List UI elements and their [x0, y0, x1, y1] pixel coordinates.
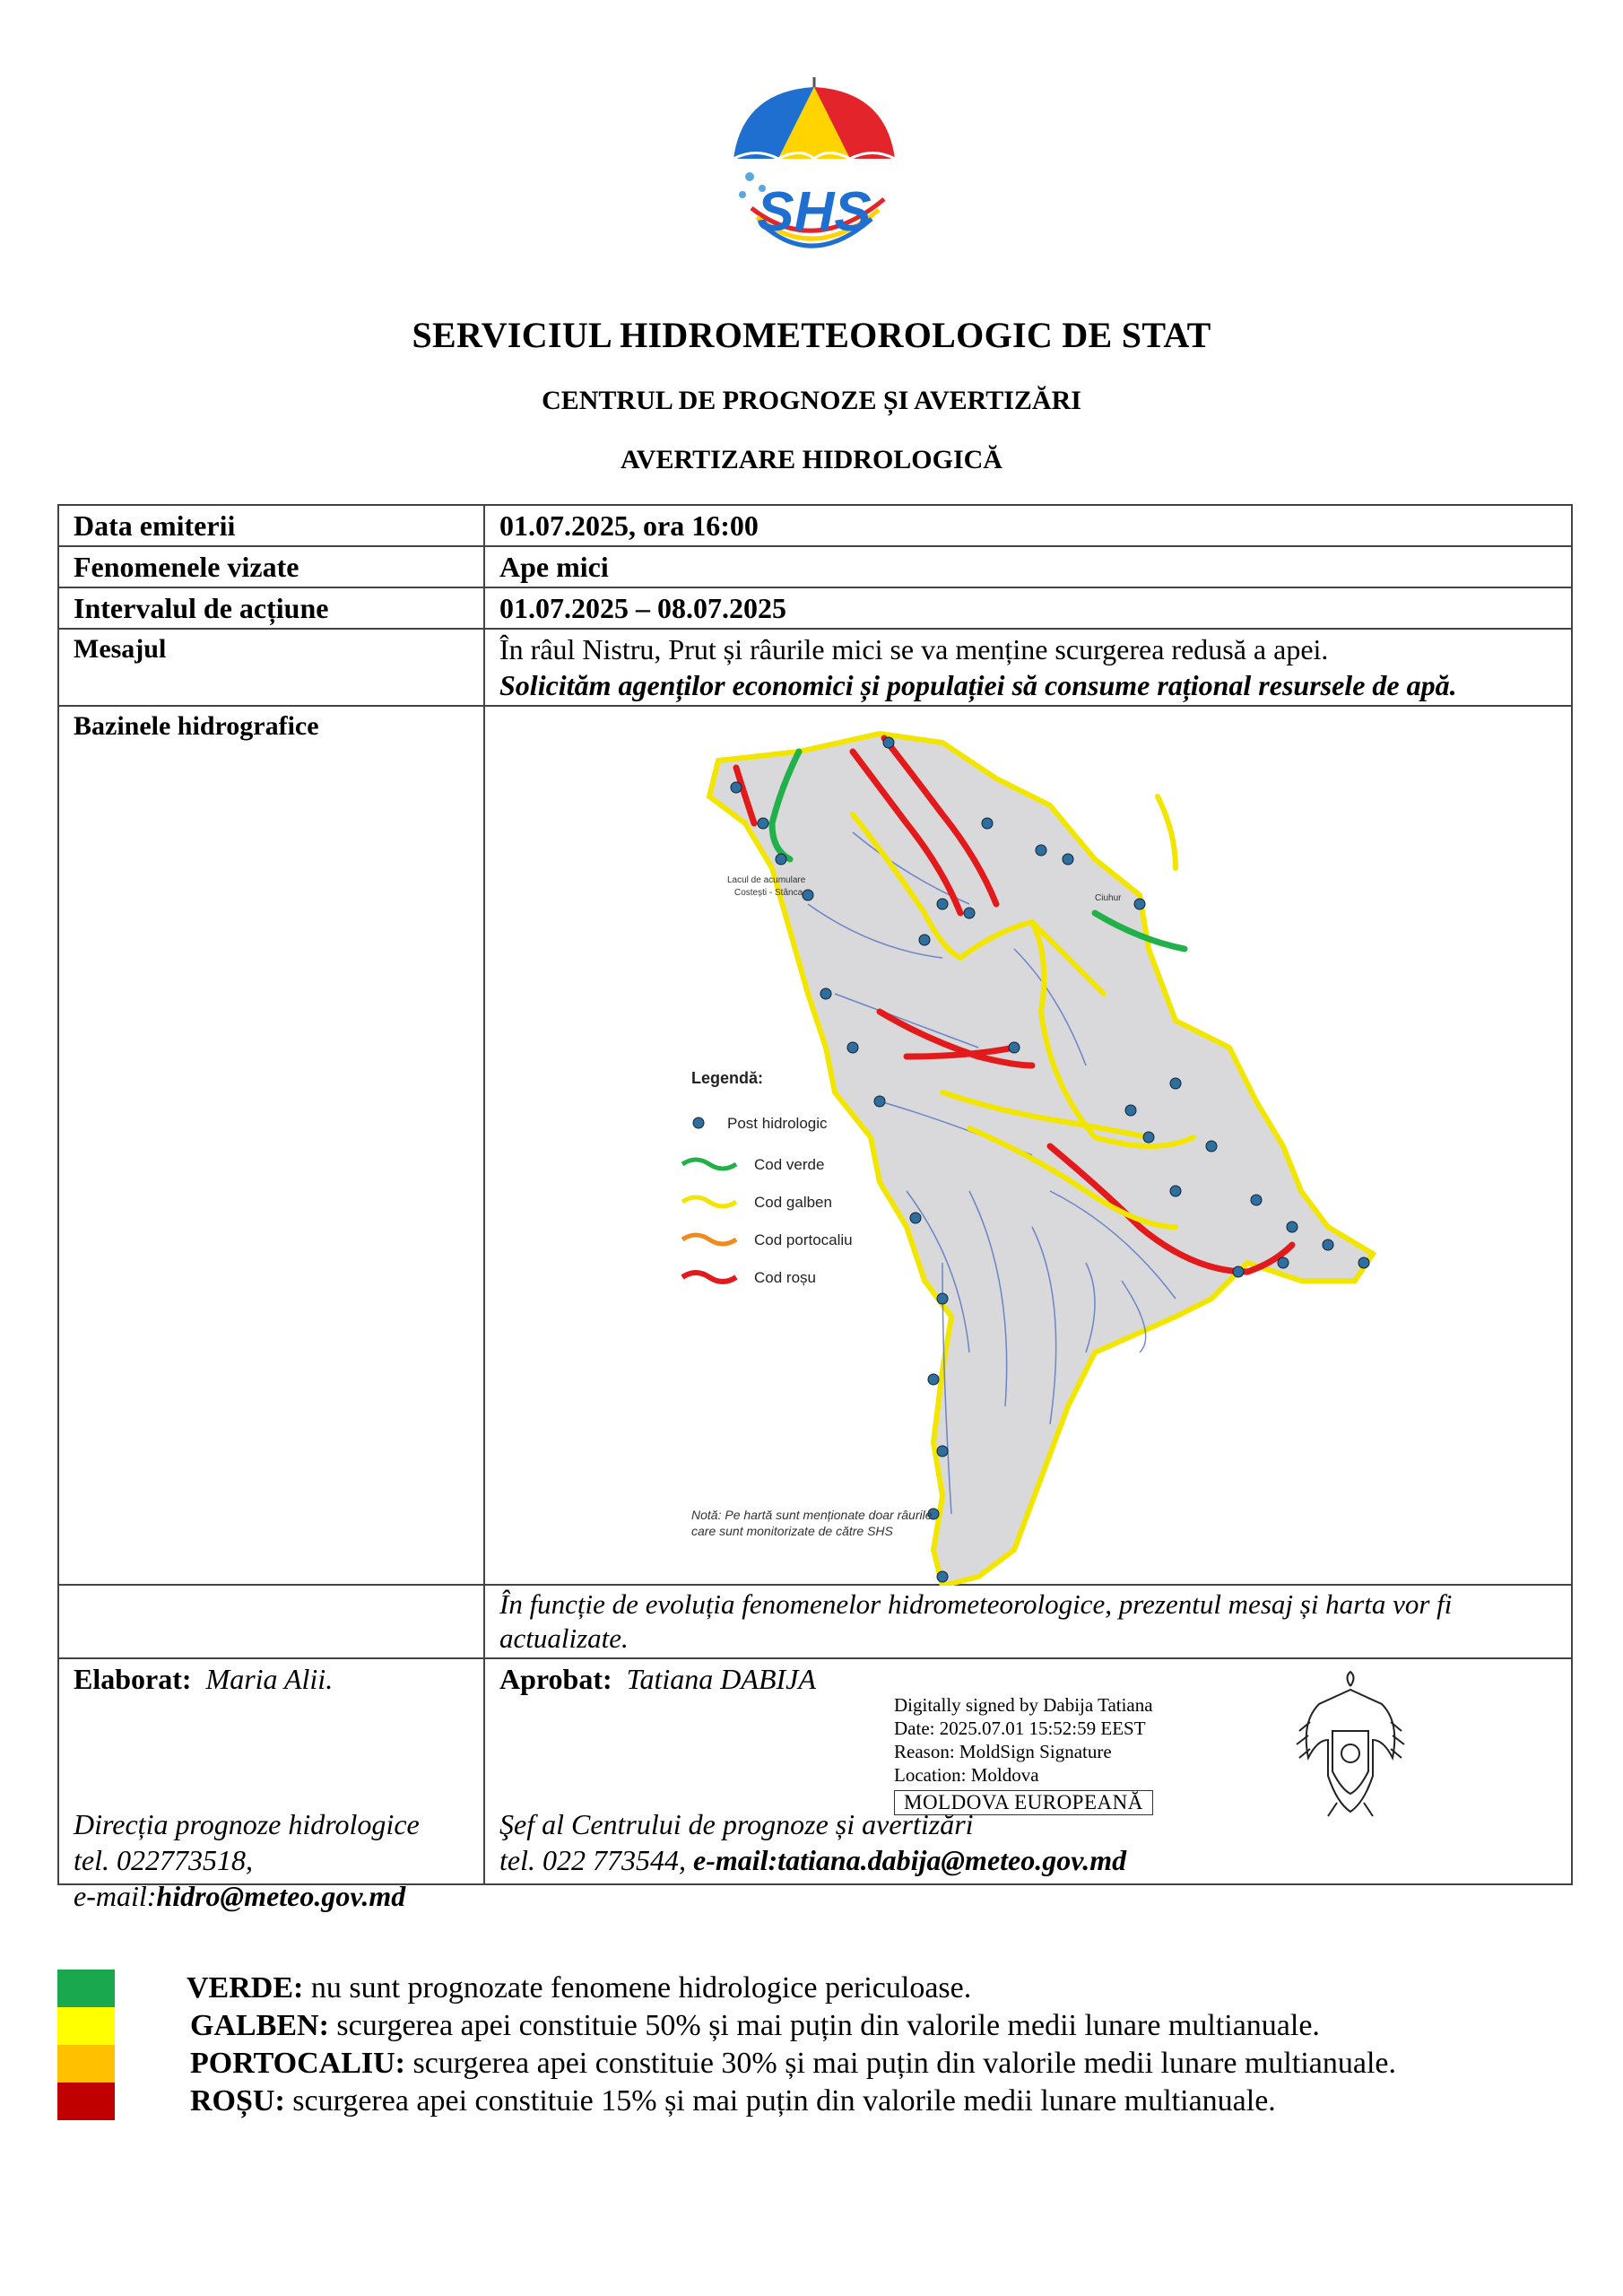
row-signatures — [58, 1658, 1572, 1884]
sig-stamp: MOLDOVA EUROPEANĂ — [894, 1790, 1153, 1815]
legend-row-verde — [57, 1970, 1582, 2007]
legend-orange-swatch — [682, 1235, 736, 1244]
lake-label-3: Ciuhur — [1095, 893, 1122, 903]
shs-logo — [725, 74, 904, 271]
map-note-1: Notă: Pe hartă sunt menționate doar râurile — [691, 1508, 933, 1522]
legend-code-portocaliu: PORTOCALIU: — [190, 2047, 405, 2080]
issue-date-label: Data emiterii — [58, 505, 484, 546]
legend-green-swatch — [682, 1160, 736, 1169]
swatch-rosu — [57, 2083, 115, 2120]
legend-text-rosu — [190, 2083, 1276, 2120]
digital-signature — [894, 1693, 1153, 1815]
row-message — [58, 629, 1572, 706]
elaborated-cell — [58, 1658, 484, 1912]
legend-code-rosu: ROȘU: — [190, 2084, 285, 2118]
legend-yellow-swatch — [682, 1197, 736, 1206]
row-interval — [58, 587, 1572, 629]
coat-of-arms-icon — [1292, 1668, 1409, 1821]
row-phenomena — [58, 546, 1572, 587]
update-note-spacer — [58, 1585, 484, 1658]
legend-item-red: Cod roșu — [754, 1269, 816, 1286]
approved-tel: tel. 022 773544, — [499, 1844, 693, 1876]
legend-item-orange: Cod portocaliu — [754, 1231, 853, 1248]
legend-desc-rosu: scurgerea apei constituie 15% și mai puțin din valorile medii lunare multianuale. — [284, 2084, 1276, 2118]
message-label: Mesajul — [58, 629, 484, 706]
approved-name: Tatiana DABIJA — [626, 1663, 816, 1695]
approved-label: Aprobat: — [499, 1663, 612, 1695]
update-note: În funcție de evoluția fenomenelor hidrometeorologice, prezentul mesaj și harta vor fi actualizate. — [484, 1585, 1572, 1658]
sig-line-3: Reason: MoldSign Signature — [894, 1741, 1112, 1762]
message-emphasis: Solicităm agenților economici și populației să consume rațional resursele de apă. — [499, 669, 1457, 701]
legend-row-rosu — [57, 2083, 1582, 2120]
elaborated-email-prefix: e-mail: — [74, 1880, 157, 1912]
legend-item-post: Post hidrologic — [727, 1115, 828, 1132]
center-title: CENTRUL DE PROGNOZE ȘI AVERTIZĂRI — [542, 386, 1081, 415]
hydro-map — [673, 725, 1418, 1586]
legend-post-icon — [693, 1118, 704, 1128]
elaborated-email[interactable]: hidro@meteo.gov.md — [156, 1880, 406, 1912]
legend-title: Legendă: — [691, 1069, 764, 1087]
warning-table — [57, 504, 1573, 1912]
logo-text: SHS — [757, 181, 872, 243]
swatch-verde — [57, 1970, 115, 2007]
legend-code-verde: VERDE: — [187, 1971, 304, 2005]
approved-email[interactable]: e-mail:tatiana.dabija@meteo.gov.md — [692, 1844, 1127, 1876]
elaborated-dept: Direcția prognoze hidrologice — [74, 1808, 420, 1840]
interval-value: 01.07.2025 – 08.07.2025 — [484, 587, 1572, 629]
lake-label-2: Costești - Stânca — [734, 888, 803, 898]
legend-desc-verde: nu sunt prognozate fenomene hidrologice periculoase. — [303, 1971, 972, 2005]
interval-label: Intervalul de acțiune — [58, 587, 484, 629]
legend-row-portocaliu — [57, 2045, 1582, 2083]
legend-desc-portocaliu: scurgerea apei constituie 30% și mai puțin din valorile medii lunare multianuale. — [404, 2047, 1396, 2080]
legend-text-portocaliu — [190, 2045, 1396, 2083]
sig-line-2: Date: 2025.07.01 15:52:59 EEST — [894, 1718, 1146, 1739]
approved-cell — [484, 1658, 1572, 1884]
lake-label-1: Lacul de acumulare — [727, 875, 806, 885]
issue-date-value: 01.07.2025, ora 16:00 — [484, 505, 1572, 546]
elaborated-label: Elaborat: — [74, 1663, 192, 1695]
org-title: SERVICIUL HIDROMETEOROLOGIC DE STAT — [412, 315, 1211, 355]
doc-type-title: AVERTIZARE HIDROLOGICĂ — [621, 445, 1002, 474]
row-update-note — [58, 1585, 1572, 1658]
basins-label: Bazinele hidrografice — [58, 706, 484, 1585]
map-note-2: care sunt monitorizate de către SHS — [691, 1524, 893, 1538]
legend-code-galben: GALBEN: — [190, 2009, 329, 2042]
legend-item-green: Cod verde — [754, 1156, 825, 1173]
swatch-galben — [57, 2007, 115, 2045]
sig-line-4: Location: Moldova — [894, 1764, 1039, 1786]
approved-contacts — [499, 1806, 1126, 1878]
legend-red-swatch — [682, 1273, 736, 1282]
legend-row-galben — [57, 2007, 1582, 2045]
approved-title: Şef al Centrului de prognoze și avertizări — [499, 1808, 974, 1840]
phenomena-value: Ape mici — [484, 546, 1572, 587]
row-issue-date — [58, 505, 1572, 546]
elaborated-name: Maria Alii. — [205, 1663, 334, 1695]
legend-desc-galben: scurgerea apei constituie 50% și mai puțin din valorile medii lunare multianuale. — [328, 2009, 1320, 2042]
legend-text-galben — [190, 2007, 1320, 2045]
map-cell — [484, 706, 1572, 1585]
legend-item-yellow: Cod galben — [754, 1194, 832, 1211]
swatch-portocaliu — [57, 2045, 115, 2083]
message-cell — [484, 629, 1572, 706]
elaborated-tel: tel. 022773518, — [74, 1844, 253, 1876]
code-legend — [57, 1970, 1582, 2120]
row-basins — [58, 706, 1572, 1585]
elaborated-contacts — [74, 1806, 420, 1914]
phenomena-label: Fenomenele vizate — [58, 546, 484, 587]
legend-text-verde — [187, 1970, 971, 2007]
sig-line-1: Digitally signed by Dabija Tatiana — [894, 1694, 1153, 1716]
message-text: În râul Nistru, Prut și râurile mici se va menține scurgerea redusă a apei. — [499, 633, 1329, 665]
